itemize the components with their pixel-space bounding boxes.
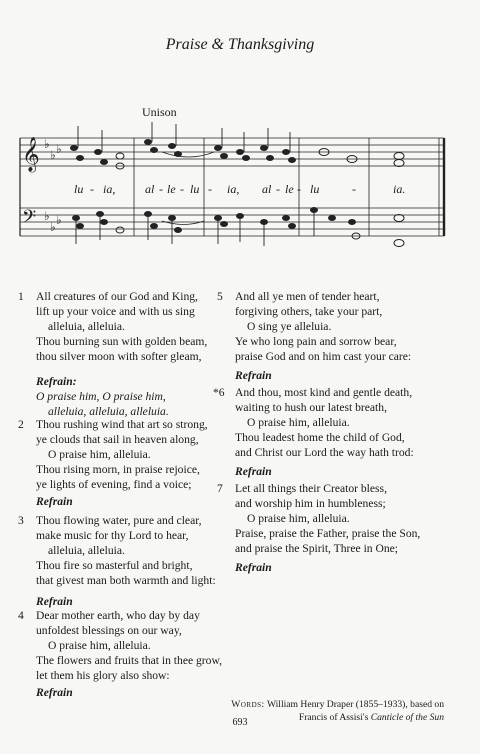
- verse-number: 4: [18, 609, 24, 622]
- lyric-syllable: al: [262, 182, 272, 196]
- verse-line: Thou flowing water, pure and clear,: [36, 514, 202, 527]
- lyric-syllable: -: [208, 182, 212, 196]
- verse-line: And all ye men of tender heart,: [235, 290, 380, 303]
- verse-line: alleluia, alleluia.: [48, 320, 125, 333]
- lyric-syllable: -: [90, 182, 94, 196]
- verse-number: 1: [18, 290, 24, 303]
- lyric-syllable: -: [297, 182, 301, 196]
- verse-line: praise God and on him cast your care:: [235, 350, 412, 363]
- refrain-label: Refrain: [235, 369, 272, 382]
- credit-source: Francis of Assisi's: [298, 712, 369, 723]
- lyric-syllable: ia.: [393, 182, 406, 196]
- svg-text:𝄞: 𝄞: [22, 137, 40, 172]
- verse-1: [18, 289, 208, 419]
- verse-line: Praise, praise the Father, praise the Son,: [235, 527, 421, 540]
- lyric-syllable: le: [167, 182, 176, 196]
- verse-line: forgiving others, take your part,: [235, 305, 383, 318]
- verse-line: And thou, most kind and gentle death,: [235, 386, 413, 399]
- refrain-label: Refrain: [36, 495, 73, 508]
- refrain-label: Refrain: [235, 465, 272, 478]
- verse-line: O praise him, alleluia.: [48, 639, 151, 652]
- verse-number: *6: [213, 386, 225, 399]
- verse-6: [213, 385, 414, 479]
- lyric-syllable: lu: [74, 182, 84, 196]
- refrain-label: Refrain: [36, 595, 73, 608]
- verse-line: and Christ our Lord the way hath trod:: [235, 446, 414, 459]
- verse-number: 2: [18, 418, 24, 431]
- verse-line: lift up your voice and with us sing: [36, 305, 195, 318]
- verse-line: let them his glory also show:: [36, 669, 170, 682]
- verse-line: Thou burning sun with golden beam,: [36, 335, 208, 348]
- verse-number: 7: [217, 482, 223, 495]
- verse-4: [18, 608, 222, 700]
- page-number: 693: [232, 717, 248, 728]
- verse-line: make music for thy Lord to hear,: [36, 529, 189, 542]
- svg-text:♭: ♭: [56, 213, 62, 227]
- svg-text:♭: ♭: [50, 148, 56, 162]
- credit-author: William Henry Draper (1855–1933), based on: [266, 699, 444, 710]
- verse-line: ye lights of evening, find a voice;: [36, 478, 192, 491]
- lyric-syllable: al: [145, 182, 155, 196]
- verse-number: 3: [18, 514, 24, 527]
- verse-line: O praise him, alleluia.: [247, 416, 350, 429]
- verse-3: [18, 513, 216, 609]
- unison-marking: Unison: [142, 105, 177, 119]
- verse-7: [217, 481, 421, 575]
- svg-text:♭: ♭: [50, 220, 56, 234]
- refrain-heading: Refrain:: [36, 375, 77, 388]
- svg-text:♭: ♭: [44, 137, 50, 151]
- svg-text:♭: ♭: [56, 142, 62, 156]
- verse-line: that givest man both warmth and light:: [36, 574, 216, 587]
- verse-line: Thou leadest home the child of God,: [235, 431, 405, 444]
- verse-2: [18, 417, 208, 509]
- verse-line: and worship him in humbleness;: [235, 497, 386, 510]
- lyric-syllable: ia,: [103, 182, 116, 196]
- svg-text:♭: ♭: [44, 209, 50, 223]
- verse-line: Dear mother earth, who day by day: [36, 609, 200, 622]
- page-title: Praise & Thanksgiving: [165, 36, 315, 53]
- lyric-syllable: -: [180, 182, 184, 196]
- svg-text:𝄢: 𝄢: [22, 207, 37, 232]
- verse-line: O sing ye alleluia.: [247, 320, 332, 333]
- refrain-label: Refrain: [235, 561, 272, 574]
- refrain-line: alleluia, alleluia, alleluia.: [48, 405, 169, 418]
- verse-line: The flowers and fruits that in thee grow,: [36, 654, 222, 667]
- verse-line: Ye who long pain and sorrow bear,: [235, 335, 397, 348]
- verse-line: ye clouds that sail in heaven along,: [36, 433, 199, 446]
- verse-line: Thou fire so masterful and bright,: [36, 559, 193, 572]
- verse-line: and praise the Spirit, Three in One;: [235, 542, 399, 555]
- verse-5: [217, 289, 412, 383]
- verse-line: All creatures of our God and King,: [36, 290, 198, 303]
- verse-number: 5: [217, 290, 223, 303]
- lyric-syllable: le: [285, 182, 294, 196]
- verse-line: unfoldest blessings on our way,: [36, 624, 182, 637]
- verse-line: Thou rising morn, in praise rejoice,: [36, 463, 200, 476]
- lyric-syllable: lu: [310, 182, 320, 196]
- refrain-label: Refrain: [36, 686, 73, 699]
- verse-line: Thou rushing wind that art so strong,: [36, 418, 208, 431]
- lyric-syllable: -: [276, 182, 280, 196]
- lyric-syllable: lu: [190, 182, 200, 196]
- verse-line: Let all things their Creator bless,: [235, 482, 387, 495]
- verse-line: O praise him, alleluia.: [48, 448, 151, 461]
- lyric-syllable: ia,: [227, 182, 240, 196]
- verse-line: waiting to hush our latest breath,: [235, 401, 387, 414]
- verse-line: alleluia, alleluia.: [48, 544, 125, 557]
- lyric-syllable: -: [352, 182, 356, 196]
- verse-line: thou silver moon with softer gleam,: [36, 350, 202, 363]
- credit-work: Canticle of the Sun: [370, 712, 444, 723]
- refrain-line: O praise him, O praise him,: [36, 390, 166, 403]
- lyric-syllable: -: [159, 182, 163, 196]
- verse-line: O praise him, alleluia.: [247, 512, 350, 525]
- credit-label: Words:: [231, 699, 265, 710]
